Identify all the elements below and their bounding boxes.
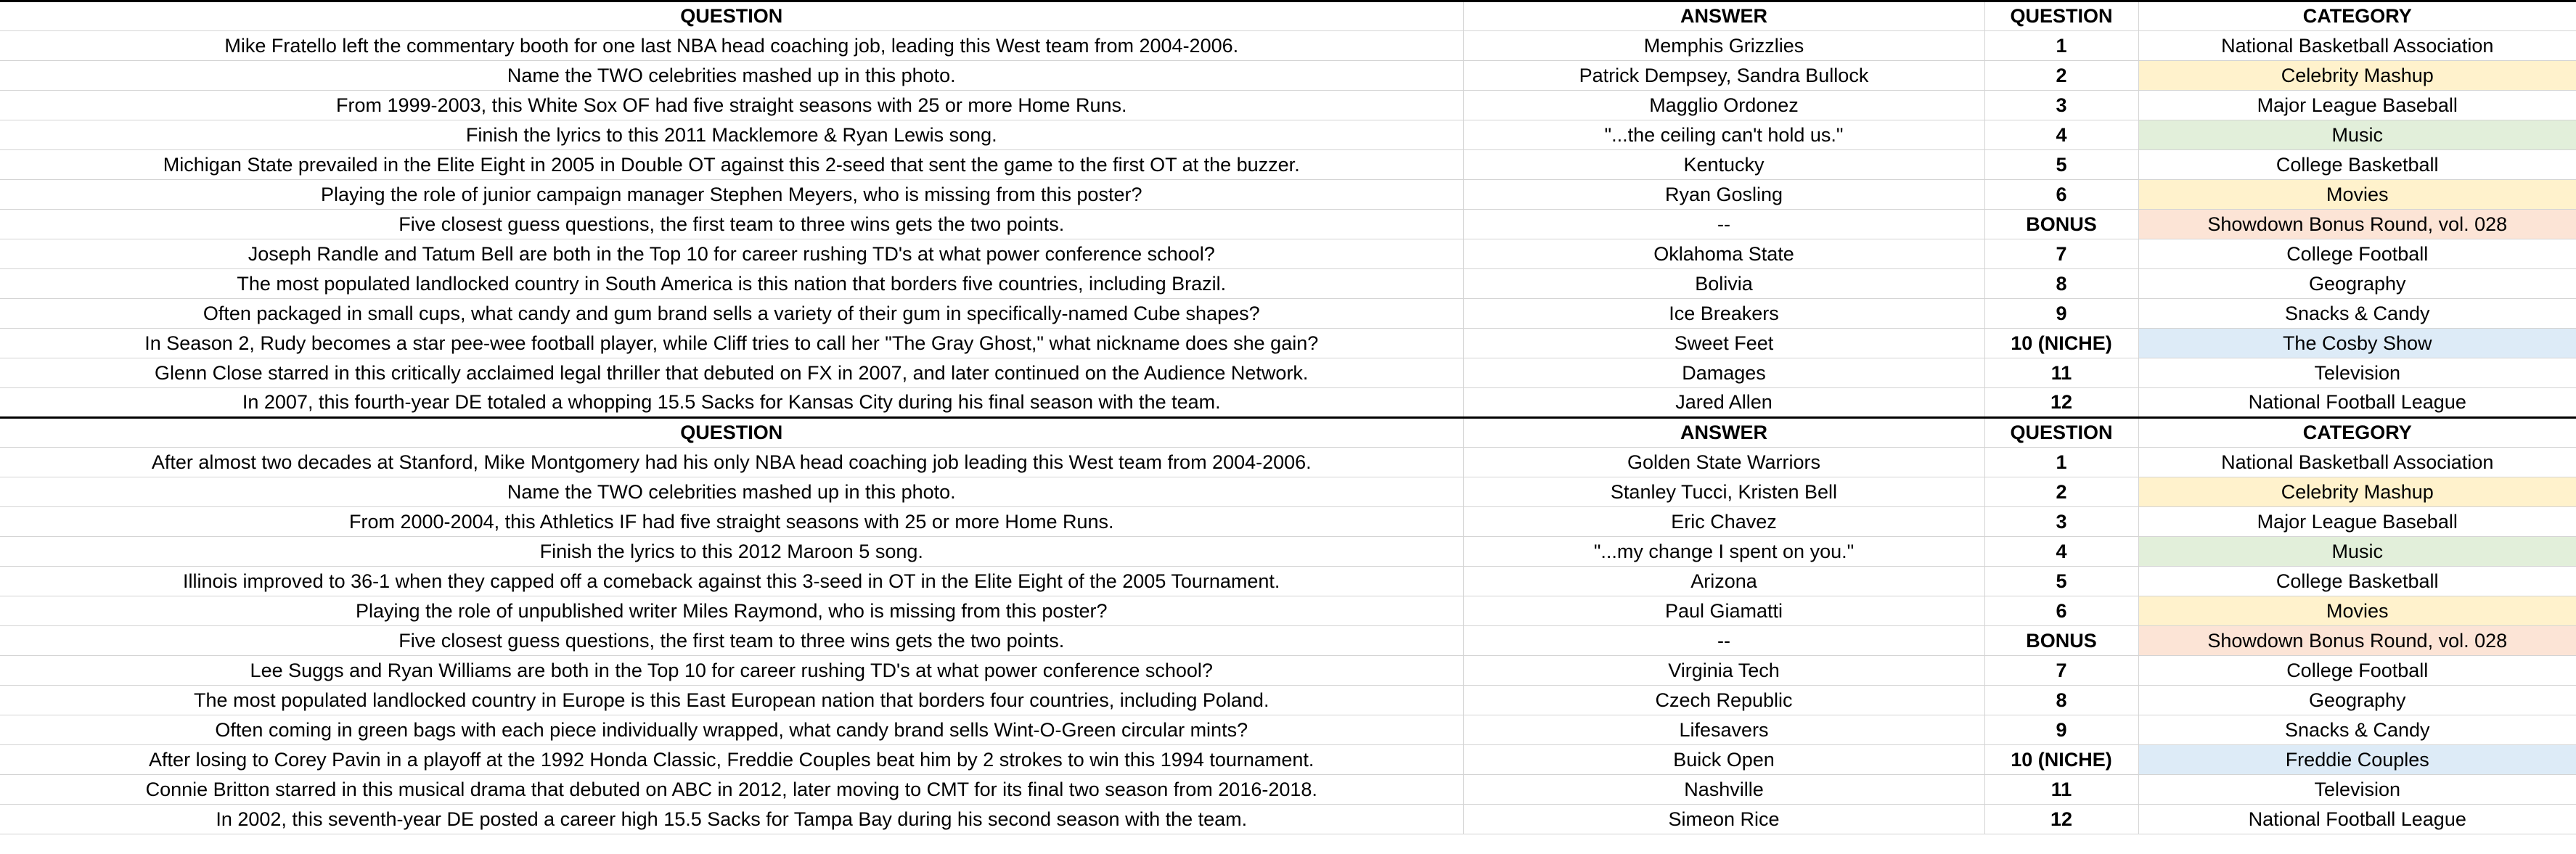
number-cell[interactable]: 7	[1984, 656, 2138, 686]
answer-cell[interactable]: Ryan Gosling	[1463, 180, 1984, 210]
category-cell[interactable]: College Basketball	[2138, 150, 2576, 180]
table-row	[0, 120, 2576, 150]
answer-cell[interactable]: Czech Republic	[1463, 686, 1984, 715]
category-cell[interactable]: Television	[2138, 358, 2576, 388]
question-cell[interactable]: Lee Suggs and Ryan Williams are both in the Top 10 for career rushing TD's at what power conference school?	[0, 656, 1463, 686]
category-cell[interactable]: Freddie Couples	[2138, 745, 2576, 775]
table-row	[0, 329, 2576, 358]
category-cell[interactable]: Music	[2138, 120, 2576, 150]
number-cell[interactable]: 12	[1984, 388, 2138, 418]
number-cell[interactable]: BONUS	[1984, 210, 2138, 239]
answer-cell[interactable]: Jared Allen	[1463, 388, 1984, 418]
question-cell[interactable]: Glenn Close starred in this critically acclaimed legal thriller that debuted on FX in 2007, and later continued on the Audience Network.	[0, 358, 1463, 388]
number-cell[interactable]: 8	[1984, 269, 2138, 299]
answer-cell[interactable]: Virginia Tech	[1463, 656, 1984, 686]
table-row	[0, 239, 2576, 269]
table-row	[0, 567, 2576, 596]
question-cell[interactable]: Playing the role of junior campaign manager Stephen Meyers, who is missing from this poster?	[0, 180, 1463, 210]
answer-cell[interactable]: "...the ceiling can't hold us."	[1463, 120, 1984, 150]
answer-cell[interactable]: Damages	[1463, 358, 1984, 388]
answer-header[interactable]: ANSWER	[1463, 1, 1984, 31]
table-row	[0, 210, 2576, 239]
number-cell[interactable]: 12	[1984, 805, 2138, 834]
table-row	[0, 775, 2576, 805]
category-cell[interactable]: Celebrity Mashup	[2138, 477, 2576, 507]
question-cell[interactable]: Playing the role of unpublished writer Miles Raymond, who is missing from this poster?	[0, 596, 1463, 626]
answer-cell[interactable]: Arizona	[1463, 567, 1984, 596]
answer-cell[interactable]: Patrick Dempsey, Sandra Bullock	[1463, 61, 1984, 91]
question-cell[interactable]: Michigan State prevailed in the Elite Eight in 2005 in Double OT against this 2-seed that sent the game to the first OT at the buzzer.	[0, 150, 1463, 180]
header-row	[0, 418, 2576, 448]
table-row	[0, 656, 2576, 686]
answer-cell[interactable]: Lifesavers	[1463, 715, 1984, 745]
category-cell[interactable]: Showdown Bonus Round, vol. 028	[2138, 626, 2576, 656]
category-cell[interactable]: National Football League	[2138, 805, 2576, 834]
category-cell[interactable]: Television	[2138, 775, 2576, 805]
question-cell[interactable]: In Season 2, Rudy becomes a star pee-wee football player, while Cliff tries to call her "The Gray Ghost," what nickname does she gain?	[0, 329, 1463, 358]
answer-cell[interactable]: Sweet Feet	[1463, 329, 1984, 358]
answer-cell[interactable]: Stanley Tucci, Kristen Bell	[1463, 477, 1984, 507]
answer-cell[interactable]: Bolivia	[1463, 269, 1984, 299]
question-cell[interactable]: The most populated landlocked country in Europe is this East European nation that borders four countries, including Poland.	[0, 686, 1463, 715]
question-cell[interactable]: Illinois improved to 36-1 when they capped off a comeback against this 3-seed in OT in the Elite Eight of the 2005 Tournament.	[0, 567, 1463, 596]
sheet-body	[0, 1, 2576, 834]
number-cell[interactable]: 11	[1984, 358, 2138, 388]
answer-header[interactable]: ANSWER	[1463, 418, 1984, 448]
question-cell[interactable]: Connie Britton starred in this musical drama that debuted on ABC in 2012, later moving to CMT for its final two season from 2016-2018.	[0, 775, 1463, 805]
table-row	[0, 477, 2576, 507]
number-cell[interactable]: 7	[1984, 239, 2138, 269]
answer-cell[interactable]: Golden State Warriors	[1463, 448, 1984, 477]
question-cell[interactable]: In 2007, this fourth-year DE totaled a whopping 15.5 Sacks for Kansas City during his final season with the team.	[0, 388, 1463, 418]
table-row	[0, 31, 2576, 61]
answer-cell[interactable]: Paul Giamatti	[1463, 596, 1984, 626]
category-cell[interactable]: Snacks & Candy	[2138, 715, 2576, 745]
question-cell[interactable]: Finish the lyrics to this 2011 Macklemore & Ryan Lewis song.	[0, 120, 1463, 150]
number-cell[interactable]: 9	[1984, 299, 2138, 329]
question-cell[interactable]: Mike Fratello left the commentary booth for one last NBA head coaching job, leading this West team from 2004-2006.	[0, 31, 1463, 61]
category-cell[interactable]: National Basketball Association	[2138, 448, 2576, 477]
category-cell[interactable]: National Football League	[2138, 388, 2576, 418]
answer-cell[interactable]: Memphis Grizzlies	[1463, 31, 1984, 61]
question-cell[interactable]: Name the TWO celebrities mashed up in this photo.	[0, 477, 1463, 507]
question-cell[interactable]: From 1999-2003, this White Sox OF had five straight seasons with 25 or more Home Runs.	[0, 91, 1463, 120]
number-cell[interactable]: 5	[1984, 567, 2138, 596]
category-header[interactable]: CATEGORY	[2138, 418, 2576, 448]
number-cell[interactable]: 6	[1984, 596, 2138, 626]
number-cell[interactable]: 3	[1984, 507, 2138, 537]
table-row	[0, 269, 2576, 299]
question-cell[interactable]: After almost two decades at Stanford, Mike Montgomery had his only NBA head coaching job leading this West team from 2004-2006.	[0, 448, 1463, 477]
table-row	[0, 388, 2576, 418]
table-row	[0, 61, 2576, 91]
table-row	[0, 299, 2576, 329]
number-cell[interactable]: BONUS	[1984, 626, 2138, 656]
question-cell[interactable]: The most populated landlocked country in South America is this nation that borders five countries, including Brazil.	[0, 269, 1463, 299]
number-cell[interactable]: 6	[1984, 180, 2138, 210]
number-cell[interactable]: 9	[1984, 715, 2138, 745]
answer-cell[interactable]: Magglio Ordonez	[1463, 91, 1984, 120]
answer-cell[interactable]: Nashville	[1463, 775, 1984, 805]
question-cell[interactable]: Often coming in green bags with each piece individually wrapped, what candy brand sells Wint-O-Green circular mints?	[0, 715, 1463, 745]
table-row	[0, 180, 2576, 210]
table-row	[0, 358, 2576, 388]
category-cell[interactable]: Music	[2138, 537, 2576, 567]
table-row	[0, 448, 2576, 477]
answer-cell[interactable]: Oklahoma State	[1463, 239, 1984, 269]
number-header[interactable]: QUESTION	[1984, 1, 2138, 31]
question-header[interactable]: QUESTION	[0, 418, 1463, 448]
question-cell[interactable]: Often packaged in small cups, what candy and gum brand sells a variety of their gum in specifically-named Cube shapes?	[0, 299, 1463, 329]
answer-cell[interactable]: Kentucky	[1463, 150, 1984, 180]
table-row	[0, 626, 2576, 656]
table-row	[0, 715, 2576, 745]
answer-cell[interactable]: --	[1463, 210, 1984, 239]
number-cell[interactable]: 10 (NICHE)	[1984, 329, 2138, 358]
answer-cell[interactable]: Buick Open	[1463, 745, 1984, 775]
question-cell[interactable]: In 2002, this seventh-year DE posted a career high 15.5 Sacks for Tampa Bay during his second season with the team.	[0, 805, 1463, 834]
header-row	[0, 1, 2576, 31]
question-cell[interactable]: From 2000-2004, this Athletics IF had five straight seasons with 25 or more Home Runs.	[0, 507, 1463, 537]
answer-cell[interactable]: Simeon Rice	[1463, 805, 1984, 834]
number-cell[interactable]: 10 (NICHE)	[1984, 745, 2138, 775]
question-cell[interactable]: Five closest guess questions, the first team to three wins gets the two points.	[0, 210, 1463, 239]
table-row	[0, 537, 2576, 567]
number-cell[interactable]: 1	[1984, 31, 2138, 61]
question-cell[interactable]: Name the TWO celebrities mashed up in this photo.	[0, 61, 1463, 91]
category-header[interactable]: CATEGORY	[2138, 1, 2576, 31]
category-cell[interactable]: Movies	[2138, 596, 2576, 626]
number-cell[interactable]: 4	[1984, 120, 2138, 150]
number-cell[interactable]: 2	[1984, 61, 2138, 91]
answer-cell[interactable]: Ice Breakers	[1463, 299, 1984, 329]
table-row	[0, 150, 2576, 180]
number-cell[interactable]: 5	[1984, 150, 2138, 180]
number-header[interactable]: QUESTION	[1984, 418, 2138, 448]
category-cell[interactable]: Major League Baseball	[2138, 91, 2576, 120]
table-row	[0, 805, 2576, 834]
number-cell[interactable]: 8	[1984, 686, 2138, 715]
table-row	[0, 507, 2576, 537]
answer-cell[interactable]: --	[1463, 626, 1984, 656]
table-row	[0, 91, 2576, 120]
table-row	[0, 686, 2576, 715]
number-cell[interactable]: 4	[1984, 537, 2138, 567]
question-cell[interactable]: Finish the lyrics to this 2012 Maroon 5 song.	[0, 537, 1463, 567]
answer-cell[interactable]: "...my change I spent on you."	[1463, 537, 1984, 567]
number-cell[interactable]: 2	[1984, 477, 2138, 507]
category-cell[interactable]: Geography	[2138, 269, 2576, 299]
question-cell[interactable]: Five closest guess questions, the first team to three wins gets the two points.	[0, 626, 1463, 656]
category-cell[interactable]: Showdown Bonus Round, vol. 028	[2138, 210, 2576, 239]
category-cell[interactable]: College Football	[2138, 239, 2576, 269]
question-cell[interactable]: After losing to Corey Pavin in a playoff at the 1992 Honda Classic, Freddie Couples beat him by 2 strokes to win this 1994 tournament.	[0, 745, 1463, 775]
category-cell[interactable]: Snacks & Candy	[2138, 299, 2576, 329]
category-cell[interactable]: Movies	[2138, 180, 2576, 210]
category-cell[interactable]: College Basketball	[2138, 567, 2576, 596]
question-cell[interactable]: Joseph Randle and Tatum Bell are both in the Top 10 for career rushing TD's at what power conference school?	[0, 239, 1463, 269]
number-cell[interactable]: 1	[1984, 448, 2138, 477]
category-cell[interactable]: Geography	[2138, 686, 2576, 715]
number-cell[interactable]: 11	[1984, 775, 2138, 805]
category-cell[interactable]: The Cosby Show	[2138, 329, 2576, 358]
category-cell[interactable]: College Football	[2138, 656, 2576, 686]
category-cell[interactable]: Celebrity Mashup	[2138, 61, 2576, 91]
table-row	[0, 745, 2576, 775]
table-row	[0, 596, 2576, 626]
number-cell[interactable]: 3	[1984, 91, 2138, 120]
category-cell[interactable]: Major League Baseball	[2138, 507, 2576, 537]
question-header[interactable]: QUESTION	[0, 1, 1463, 31]
answer-cell[interactable]: Eric Chavez	[1463, 507, 1984, 537]
category-cell[interactable]: National Basketball Association	[2138, 31, 2576, 61]
